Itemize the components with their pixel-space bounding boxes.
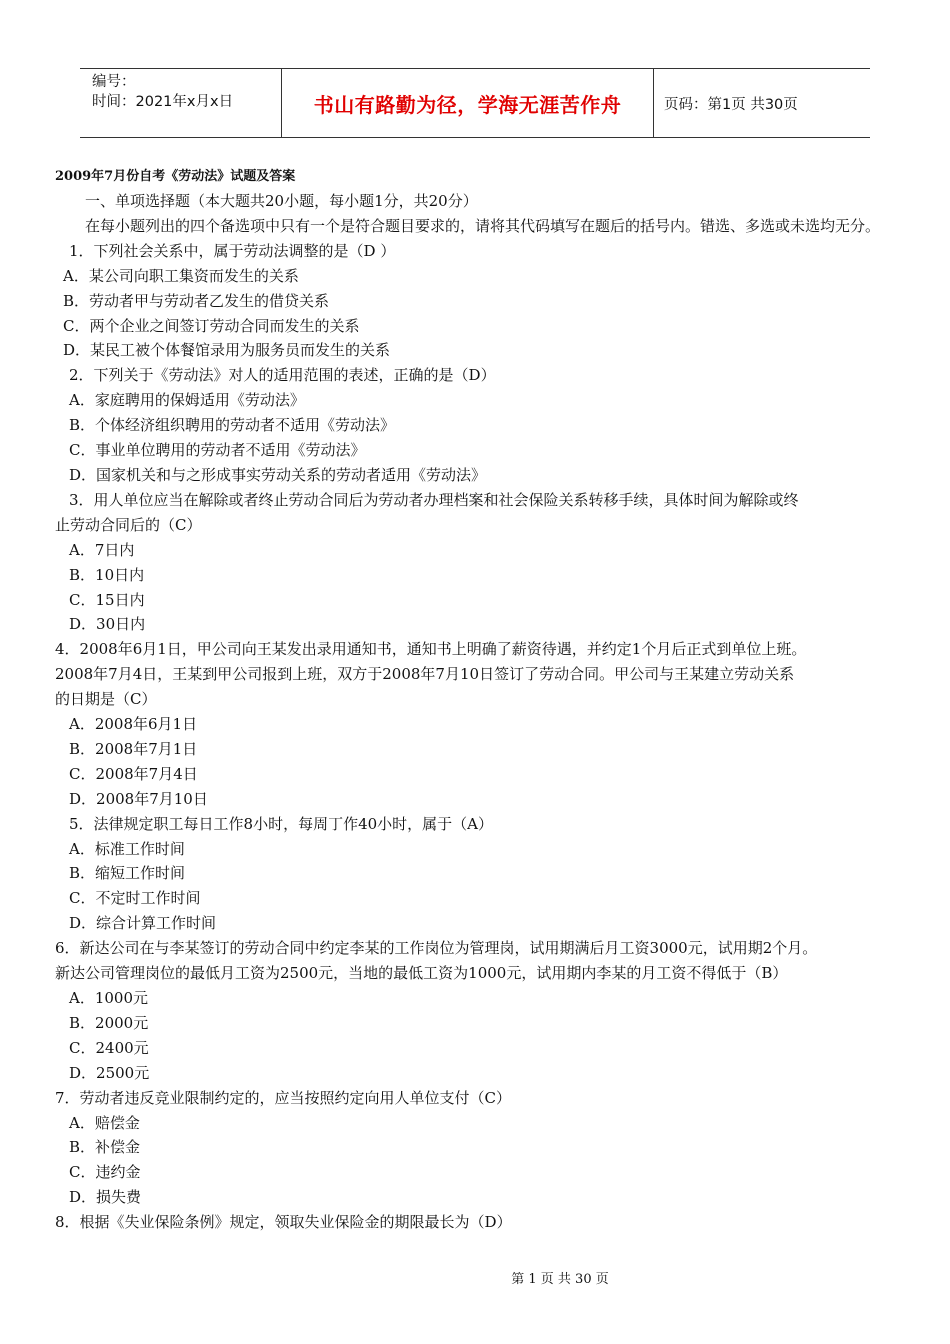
q7-option-a: A．赔偿金: [69, 1113, 140, 1132]
q7-option-b: B．补偿金: [69, 1138, 141, 1157]
q1-option-c: C．两个企业之间签订劳动合同而发生的关系: [63, 316, 360, 335]
q2-option-b: B．个体经济组织聘用的劳动者不适用《劳动法》: [69, 416, 396, 435]
q6-option-c: C．2400元: [69, 1038, 149, 1057]
q4-stem-line3: 的日期是（C）: [55, 690, 157, 709]
q3-option-a: A．7日内: [69, 540, 135, 559]
q5-option-d: D．综合计算工作时间: [69, 914, 217, 933]
q5-option-a: A．标准工作时间: [69, 839, 185, 858]
q1-stem: 1．下列社会关系中，属于劳动法调整的是（D ）: [69, 241, 396, 260]
q3-option-c: C．15日内: [69, 590, 145, 609]
header-motto: 书山有路勤为径，学海无涯苦作舟: [282, 69, 654, 137]
q4-stem-line2: 2008年7月4日，王某到甲公司报到上班，双方于2008年7月10日签订了劳动合同。甲公司与王某建立劳动关系: [55, 665, 795, 684]
q1-option-d: D．某民工被个体餐馆录用为服务员而发生的关系: [63, 341, 391, 360]
q3-stem-line2: 止劳动合同后的（C）: [55, 515, 202, 534]
q7-stem: 7．劳动者违反竞业限制约定的，应当按照约定向用人单位支付（C）: [55, 1088, 512, 1107]
q2-option-c: C．事业单位聘用的劳动者不适用《劳动法》: [69, 441, 366, 460]
q2-stem: 2．下列关于《劳动法》对人的适用范围的表述，正确的是（D）: [69, 366, 496, 385]
document-body: [55, 167, 900, 1235]
time-label: 时间：2021年x月x日: [92, 94, 234, 110]
q3-option-b: B．10日内: [69, 565, 145, 584]
q4-stem-line1: 4．2008年6月1日，甲公司向王某发出录用通知书，通知书上明确了薪资待遇，并约定1个月后正式到单位上班。: [55, 640, 807, 659]
header-meta: [80, 69, 282, 137]
q6-option-b: B．2000元: [69, 1013, 149, 1032]
q5-option-c: C．不定时工作时间: [69, 889, 201, 908]
q7-option-c: C．违约金: [69, 1163, 141, 1182]
page-footer: [0, 1268, 950, 1287]
q7-option-d: D．损失费: [69, 1188, 142, 1207]
footer-page-number: 第 1 页 共 30 页: [511, 1272, 609, 1287]
q4-option-a: A．2008年6月1日: [69, 715, 198, 734]
q1-option-a: A．某公司向职工集资而发生的关系: [63, 266, 299, 285]
header-page-info: 页码：第1页 共30页: [664, 96, 798, 113]
q1-option-b: B．劳动者甲与劳动者乙发生的借贷关系: [63, 291, 330, 310]
document-title: 2009年7月份自考《劳动法》试题及答案: [55, 169, 296, 184]
q5-stem: 5．法律规定职工每日工作8小时，每周丁作40小时，属于（A）: [69, 814, 494, 833]
q3-stem-line1: 3．用人单位应当在解除或者终止劳动合同后为劳动者办理档案和社会保险关系转移手续，具体时间为解除或终: [69, 490, 799, 509]
q8-stem: 8．根据《失业保险条例》规定，领取失业保险金的期限最长为（D）: [55, 1213, 512, 1232]
q3-option-d: D．30日内: [69, 615, 146, 634]
q6-option-a: A．1000元: [69, 989, 149, 1007]
q6-stem-line1: 6．新达公司在与李某签订的劳动合同中约定李某的工作岗位为管理岗，试用期满后月工资3000元，试用期2个月。: [55, 939, 818, 958]
instruction-text: 在每小题列出的四个备选项中只有一个是符合题目要求的，请将其代码填写在题后的括号内。错选、多选或未选均无分。: [85, 216, 881, 235]
q4-option-d: D．2008年7月10日: [69, 789, 208, 808]
q2-option-a: A．家庭聘用的保姆适用《劳动法》: [69, 391, 305, 410]
q4-option-b: B．2008年7月1日: [69, 739, 198, 758]
header-table: [80, 68, 870, 138]
section-heading: 一、单项选择题（本大题共20小题，每小题1分，共20分）: [85, 192, 478, 210]
q5-option-b: B．缩短工作时间: [69, 864, 186, 883]
q6-stem-line2: 新达公司管理岗位的最低月工资为2500元，当地的最低工资为1000元，试用期内李某的月工资不得低于（B）: [55, 964, 788, 983]
q4-option-c: C．2008年7月4日: [69, 764, 198, 783]
number-label: 编号：: [92, 74, 136, 90]
q2-option-d: D．国家机关和与之形成事实劳动关系的劳动者适用《劳动法》: [69, 465, 487, 484]
q6-option-d: D．2500元: [69, 1063, 150, 1082]
